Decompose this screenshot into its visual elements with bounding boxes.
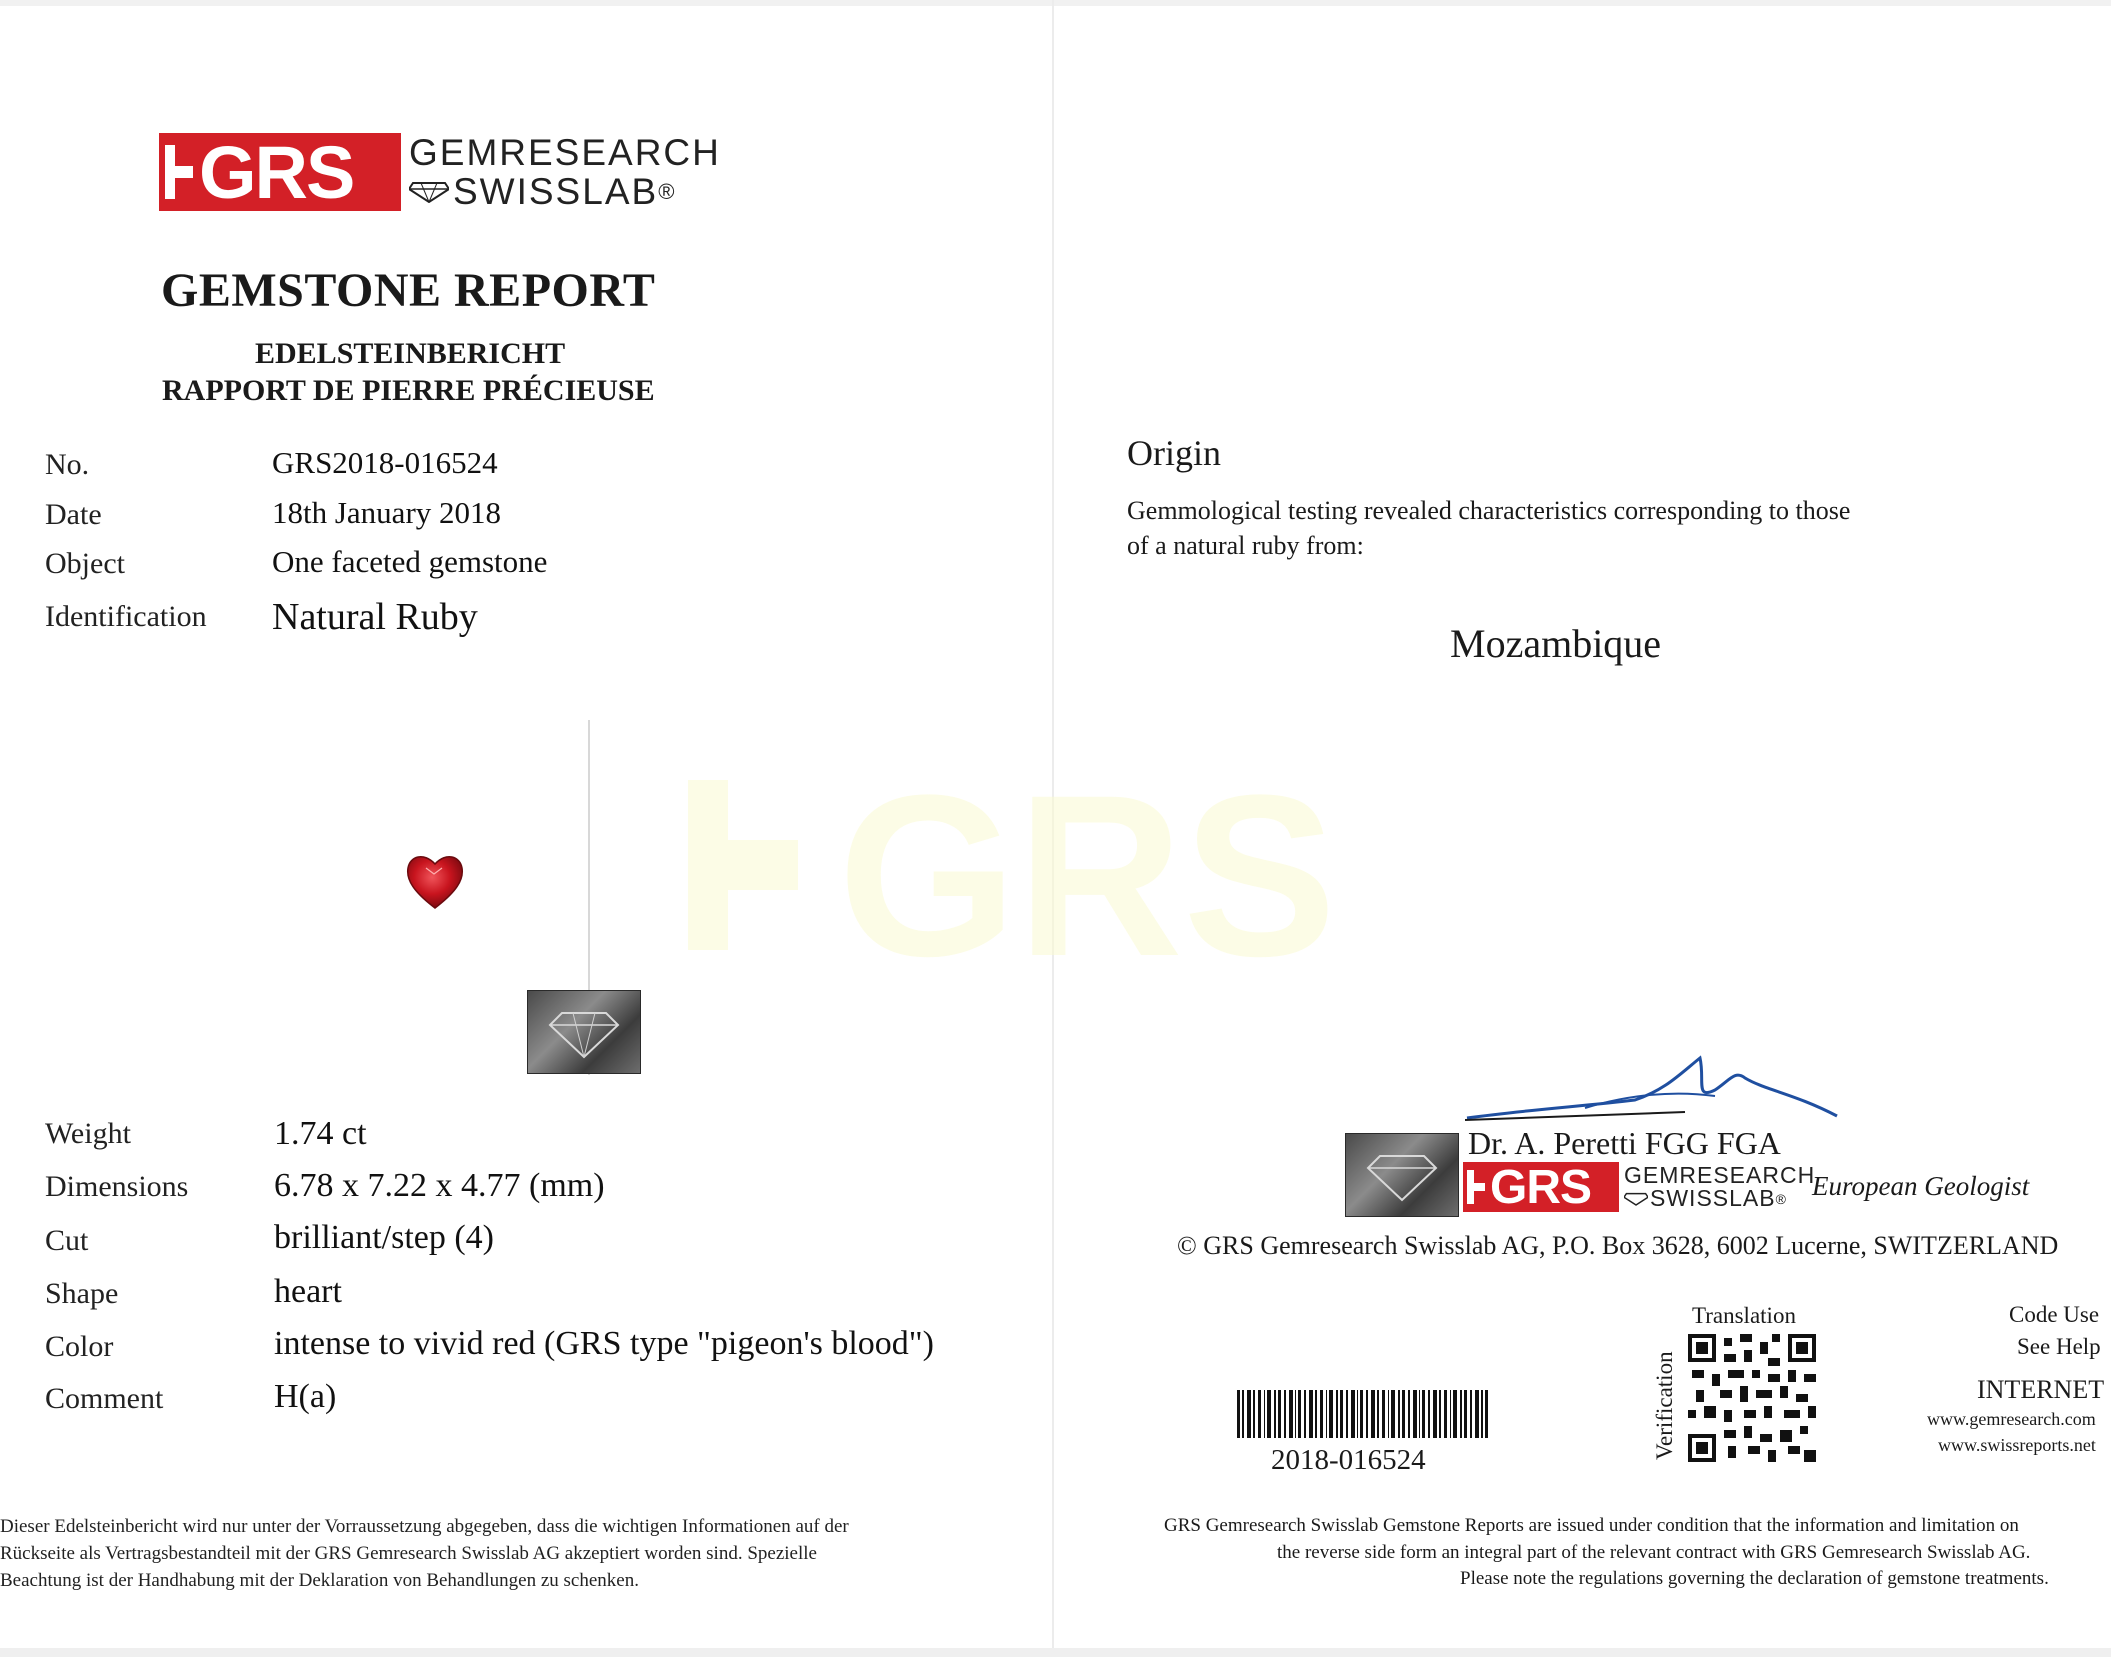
object-label: Object xyxy=(45,547,125,580)
color-label: Color xyxy=(45,1330,114,1363)
hologram-diamond-icon xyxy=(1346,1134,1458,1216)
shape-label: Shape xyxy=(45,1277,119,1310)
date-value: 18th January 2018 xyxy=(272,495,502,530)
comment-value: H(a) xyxy=(274,1378,337,1415)
signature-name: Dr. A. Peretti FGG FGA xyxy=(1468,1125,1781,1161)
origin-country: Mozambique xyxy=(1450,621,1662,666)
ruby-photo xyxy=(404,850,466,917)
hologram-diamond-icon xyxy=(528,991,640,1073)
grs-logo-words xyxy=(409,134,721,210)
page-top-edge xyxy=(0,0,2111,6)
dimensions-value: 6.78 x 7.22 x 4.77 (mm) xyxy=(274,1167,605,1204)
diamond-icon xyxy=(409,181,449,203)
color-value: intense to vivid red (GRS type "pigeon's blood") xyxy=(274,1325,934,1362)
barcode-number: 2018-016524 xyxy=(1271,1444,1426,1476)
url-gemresearch[interactable]: www.gemresearch.com xyxy=(1927,1409,2096,1429)
grs-logo-small-box xyxy=(1463,1162,1619,1212)
grs-logo-box xyxy=(159,130,401,214)
disclaimer-de-line1: Dieser Edelsteinbericht wird nur unter der Vorraussetzung abgegeben, dass die wichtigen Informationen auf der xyxy=(0,1516,849,1537)
url-swissreports[interactable]: www.swissreports.net xyxy=(1938,1435,2096,1455)
logo-name-line1: GEMRESEARCH xyxy=(409,132,721,173)
disclaimer-de-line2: Rückseite als Vertragsbestandteil mit der GRS Gemresearch Swisslab AG akzeptiert worden sind. Spezielle xyxy=(0,1543,817,1564)
logo-name-line2: SWISSLAB xyxy=(453,171,659,212)
no-value: GRS2018-016524 xyxy=(272,445,498,480)
help-line2: See Help xyxy=(2017,1334,2101,1359)
report-subtitle-de: EDELSTEINBERICHT xyxy=(255,337,566,370)
diamond-icon xyxy=(1624,1192,1648,1206)
swiss-cross-icon xyxy=(159,133,195,211)
grs-logo-text: GRS xyxy=(199,130,354,214)
logo-small-name-line2: SWISSLAB xyxy=(1650,1185,1776,1211)
weight-label: Weight xyxy=(45,1117,131,1150)
shape-value: heart xyxy=(274,1273,342,1310)
disclaimer-de-line3: Beachtung ist der Handhabung mit der Deklaration von Behandlungen zu schenken. xyxy=(0,1570,639,1591)
weight-value: 1.74 ct xyxy=(274,1115,367,1152)
hologram-seal xyxy=(527,990,641,1074)
watermark-text: GRS xyxy=(838,760,1337,970)
disclaimer-en-line1: GRS Gemresearch Swisslab Gemstone Reports are issued under condition that the information and limitation on xyxy=(1164,1515,2019,1536)
registered-mark: ® xyxy=(658,178,677,204)
identification-value: Natural Ruby xyxy=(272,596,478,638)
signature-ink xyxy=(1465,1050,1845,1135)
cut-value: brilliant/step (4) xyxy=(274,1219,495,1256)
grs-logo xyxy=(159,130,721,214)
comment-label: Comment xyxy=(45,1382,164,1415)
report-title: GEMSTONE REPORT xyxy=(161,264,656,317)
help-line1: Code Use xyxy=(2009,1302,2100,1327)
qr-verification-label: Verification xyxy=(1652,1351,1677,1460)
disclaimer-en-line3: Please note the regulations governing the declaration of gemstone treatments. xyxy=(1460,1568,2049,1589)
qr-translation-label: Translation xyxy=(1692,1303,1796,1328)
grs-logo-small-text: GRS xyxy=(1490,1160,1592,1214)
page-bottom-edge xyxy=(0,1648,2111,1657)
origin-text-line2: of a natural ruby from: xyxy=(1127,531,1364,560)
signature-title: European Geologist xyxy=(1812,1171,2030,1201)
swiss-cross-icon xyxy=(1463,1162,1487,1212)
identification-label: Identification xyxy=(45,600,207,633)
dimensions-label: Dimensions xyxy=(45,1170,189,1203)
object-value: One faceted gemstone xyxy=(272,544,548,579)
address: © GRS Gemresearch Swisslab AG, P.O. Box 3628, 6002 Lucerne, SWITZERLAND xyxy=(1177,1231,2059,1260)
barcode xyxy=(1237,1390,1489,1443)
qr-code xyxy=(1688,1334,1816,1462)
disclaimer-en-line2: the reverse side form an integral part of the relevant contract with GRS Gemresearch Swisslab AG. xyxy=(1277,1542,2031,1563)
grs-logo-small xyxy=(1463,1162,1815,1212)
registered-mark-small: ® xyxy=(1775,1190,1787,1207)
no-label: No. xyxy=(45,448,90,481)
date-label: Date xyxy=(45,498,102,531)
origin-heading: Origin xyxy=(1127,433,1221,473)
origin-text-line1: Gemmological testing revealed characteristics corresponding to those xyxy=(1127,496,1851,525)
internet-label: INTERNET xyxy=(1977,1375,2105,1404)
cut-label: Cut xyxy=(45,1224,89,1257)
hologram-seal-signature xyxy=(1345,1133,1459,1217)
logo-small-name-line1: GEMRESEARCH xyxy=(1624,1162,1816,1188)
report-subtitle-fr: RAPPORT DE PIERRE PRÉCIEUSE xyxy=(162,374,655,407)
grs-watermark xyxy=(688,760,1378,970)
